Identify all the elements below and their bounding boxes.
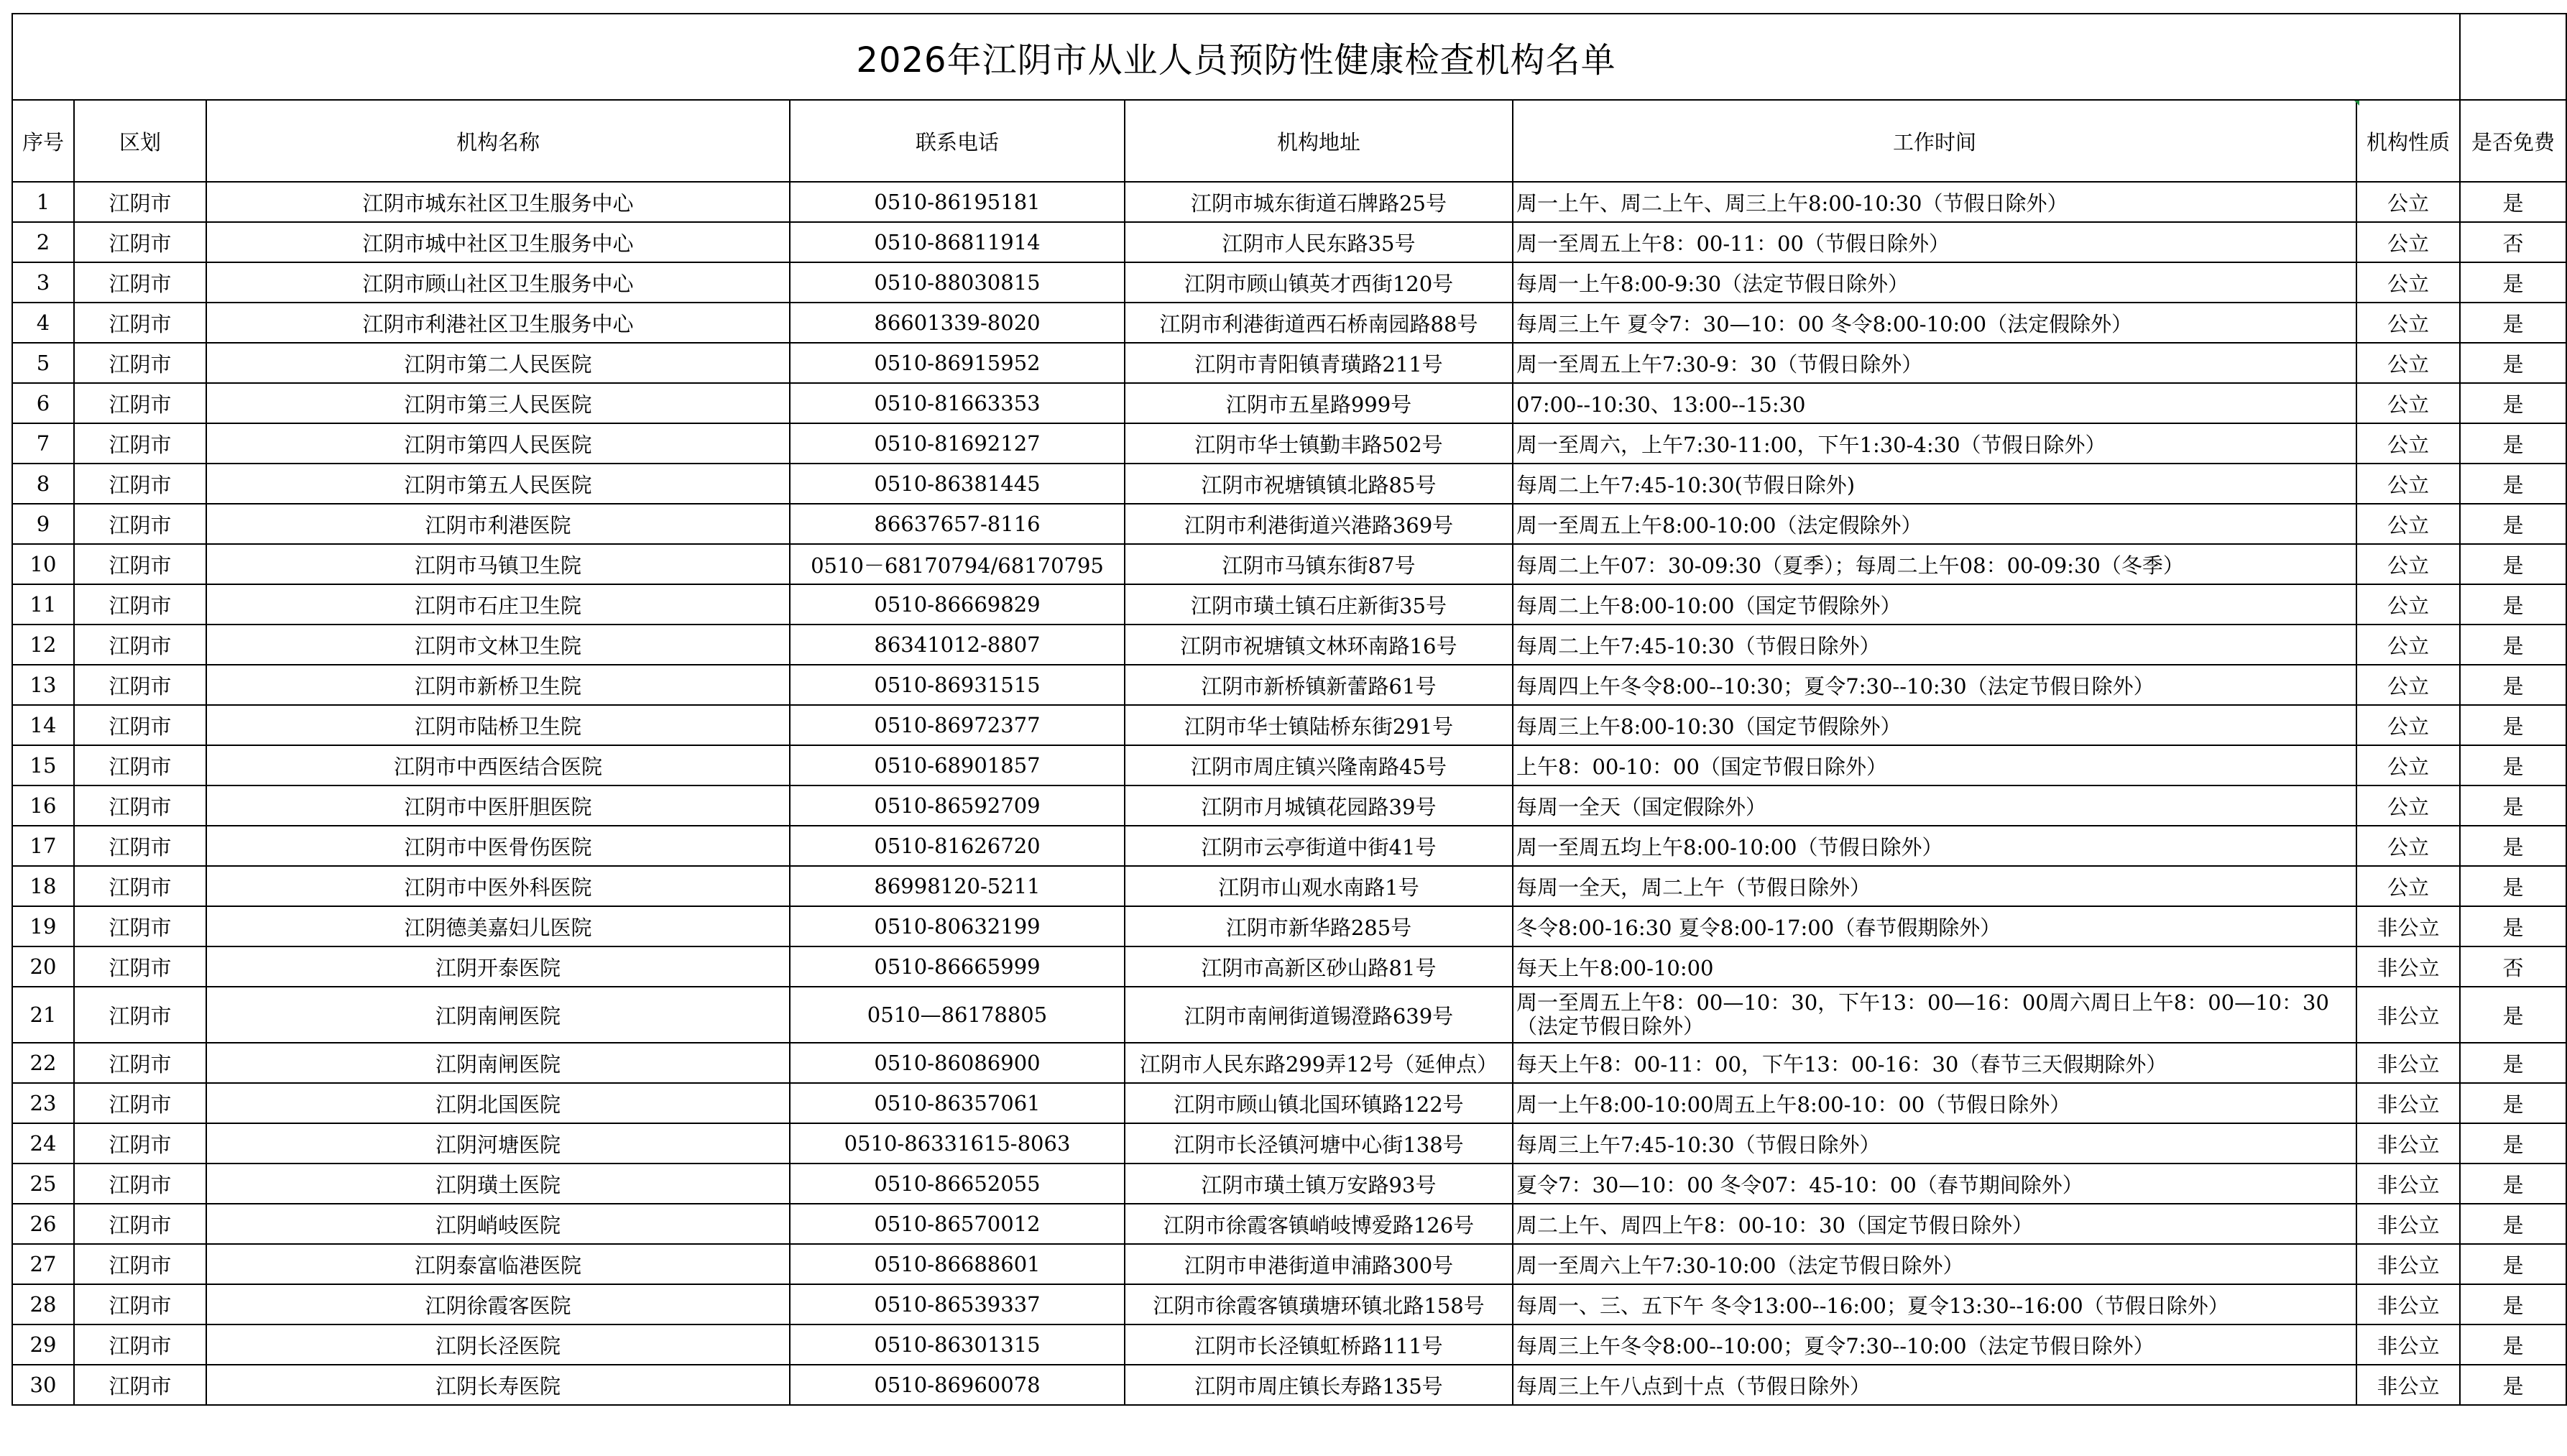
cell-index[interactable]: 27 [12,1244,74,1284]
cell-nature[interactable]: 非公立 [2356,1043,2460,1083]
cell-district[interactable]: 江阴市 [74,987,206,1043]
cell-name[interactable]: 江阴市利港社区卫生服务中心 [206,303,790,343]
cell-nature[interactable]: 非公立 [2356,1204,2460,1244]
cell-address[interactable]: 江阴市华士镇陆桥东街291号 [1125,705,1513,745]
cell-hours[interactable]: 每周四上午冬令8:00--10:30；夏令7:30--10:30（法定节假日除外） [1513,665,2356,705]
cell-free[interactable]: 是 [2460,1164,2566,1204]
cell-phone[interactable]: 0510-86931515 [790,665,1125,705]
cell-district[interactable]: 江阴市 [74,705,206,745]
cell-name[interactable]: 江阴市顾山社区卫生服务中心 [206,262,790,303]
cell-name[interactable]: 江阴市中医外科医院 [206,866,790,906]
cell-address[interactable]: 江阴市五星路999号 [1125,383,1513,423]
cell-hours[interactable]: 每周三上午7:45-10:30（节假日除外） [1513,1123,2356,1164]
table-row [12,946,2566,987]
cell-hours[interactable]: 周一至周六，上午7:30-11:00，下午1:30-4:30（节假日除外） [1513,423,2356,464]
cell-district[interactable]: 江阴市 [74,1043,206,1083]
cell-free[interactable]: 是 [2460,987,2566,1043]
cell-phone[interactable]: 0510-86301315 [790,1324,1125,1365]
page-title: 2026年江阴市从业人员预防性健康检查机构名单 [12,14,2460,100]
header-phone[interactable]: 联系电话 [790,100,1125,182]
cell-district[interactable]: 江阴市 [74,182,206,222]
table-row [12,1164,2566,1204]
cell-free[interactable]: 是 [2460,625,2566,665]
cell-name[interactable]: 江阴开泰医院 [206,946,790,987]
cell-nature[interactable]: 公立 [2356,866,2460,906]
cell-index[interactable]: 4 [12,303,74,343]
cell-phone[interactable]: 0510-86539337 [790,1284,1125,1324]
cell-free[interactable]: 是 [2460,423,2566,464]
cell-district[interactable]: 江阴市 [74,1244,206,1284]
table-row [12,1244,2566,1284]
cell-district[interactable]: 江阴市 [74,504,206,544]
cell-free[interactable]: 是 [2460,1043,2566,1083]
cell-index[interactable]: 14 [12,705,74,745]
cell-hours[interactable] [1513,987,2356,1043]
cell-name[interactable]: 江阴市文林卫生院 [206,625,790,665]
cell-nature[interactable]: 公立 [2356,222,2460,262]
cell-index[interactable]: 15 [12,745,74,785]
cell-nature[interactable]: 公立 [2356,504,2460,544]
cell-nature[interactable]: 公立 [2356,464,2460,504]
cell-index[interactable]: 30 [12,1365,74,1405]
cell-free[interactable]: 是 [2460,182,2566,222]
cell-name[interactable]: 江阴长泾医院 [206,1324,790,1365]
title-row [12,14,2566,100]
cell-district[interactable]: 江阴市 [74,584,206,625]
cell-address[interactable]: 江阴市长泾镇河塘中心街138号 [1125,1123,1513,1164]
cell-free[interactable]: 是 [2460,826,2566,866]
cell-index[interactable]: 24 [12,1123,74,1164]
table-row [12,383,2566,423]
table-row [12,1123,2566,1164]
table-row [12,1284,2566,1324]
cell-free[interactable]: 是 [2460,303,2566,343]
cell-free[interactable]: 是 [2460,1365,2566,1405]
cell-phone[interactable]: 0510-86570012 [790,1204,1125,1244]
header-row [12,100,2566,182]
cell-name[interactable]: 江阴市利港医院 [206,504,790,544]
cell-phone[interactable]: 86601339-8020 [790,303,1125,343]
cell-address[interactable]: 江阴市南闸街道锡澄路639号 [1125,987,1513,1043]
table-row [12,182,2566,222]
cell-address[interactable]: 江阴市人民东路299弄12号（延伸点） [1125,1043,1513,1083]
cell-hours[interactable]: 每周二上午7:45-10:30（节假日除外） [1513,625,2356,665]
cell-address[interactable]: 江阴市周庄镇长寿路135号 [1125,1365,1513,1405]
cell-nature[interactable]: 非公立 [2356,1284,2460,1324]
cell-index[interactable]: 16 [12,785,74,826]
cell-address[interactable]: 江阴市人民东路35号 [1125,222,1513,262]
cell-address[interactable]: 江阴市顾山镇北国环镇路122号 [1125,1083,1513,1123]
table-row [12,1043,2566,1083]
cell-free[interactable]: 否 [2460,222,2566,262]
cell-name[interactable]: 江阴市第四人民医院 [206,423,790,464]
cell-nature[interactable]: 公立 [2356,423,2460,464]
cell-nature[interactable]: 公立 [2356,745,2460,785]
cell-index[interactable]: 6 [12,383,74,423]
cell-hours[interactable]: 周一至周五上午8:00-10:00（法定假除外） [1513,504,2356,544]
cell-hours[interactable]: 上午8：00-10：00（国定节假日除外） [1513,745,2356,785]
spreadsheet-sheet [11,13,2566,1406]
cell-free[interactable]: 是 [2460,1204,2566,1244]
cell-phone[interactable]: 0510—86178805 [790,987,1125,1043]
cell-free[interactable]: 是 [2460,584,2566,625]
cell-address[interactable]: 江阴市顾山镇英才西街120号 [1125,262,1513,303]
cell-phone[interactable]: 0510-86086900 [790,1043,1125,1083]
cell-free[interactable]: 否 [2460,946,2566,987]
cell-district[interactable]: 江阴市 [74,1083,206,1123]
cell-name[interactable]: 江阴市石庄卫生院 [206,584,790,625]
cell-district[interactable]: 江阴市 [74,785,206,826]
cell-hours[interactable]: 每周一全天（国定假除外） [1513,785,2356,826]
cell-hours[interactable]: 周一至周六上午7:30-10:00（法定节假日除外） [1513,1244,2356,1284]
cell-free[interactable]: 是 [2460,504,2566,544]
cell-name[interactable]: 江阴北国医院 [206,1083,790,1123]
cell-nature[interactable]: 公立 [2356,544,2460,584]
header-address[interactable]: 机构地址 [1125,100,1513,182]
cell-phone[interactable]: 0510-81626720 [790,826,1125,866]
table-row [12,504,2566,544]
table-row [12,584,2566,625]
cell-district[interactable]: 江阴市 [74,222,206,262]
cell-address[interactable]: 江阴市祝塘镇文林环南路16号 [1125,625,1513,665]
table-row [12,1365,2566,1405]
cell-address[interactable]: 江阴市青阳镇青璜路211号 [1125,343,1513,383]
cell-hours[interactable]: 每周二上午8:00-10:00（国定节假除外） [1513,584,2356,625]
cell-free[interactable]: 是 [2460,1244,2566,1284]
table-row [12,423,2566,464]
cell-index[interactable]: 20 [12,946,74,987]
cell-nature[interactable]: 公立 [2356,343,2460,383]
cell-index[interactable]: 12 [12,625,74,665]
cell-name[interactable]: 江阴市第二人民医院 [206,343,790,383]
cell-free[interactable]: 是 [2460,464,2566,504]
cell-address[interactable]: 江阴市璜土镇万安路93号 [1125,1164,1513,1204]
cell-index[interactable]: 22 [12,1043,74,1083]
cell-index[interactable]: 11 [12,584,74,625]
cell-district[interactable]: 江阴市 [74,383,206,423]
cell-district[interactable]: 江阴市 [74,745,206,785]
cell-nature[interactable]: 非公立 [2356,1244,2460,1284]
cell-hours[interactable]: 每天上午8：00-11：00，下午13：00-16：30（春节三天假期除外） [1513,1043,2356,1083]
table-row [12,745,2566,785]
cell-free[interactable]: 是 [2460,544,2566,584]
cell-nature[interactable]: 非公立 [2356,906,2460,946]
cell-name[interactable]: 江阴市城中社区卫生服务中心 [206,222,790,262]
cell-name[interactable]: 江阴南闸医院 [206,987,790,1043]
cell-district[interactable]: 江阴市 [74,1324,206,1365]
cell-free[interactable]: 是 [2460,665,2566,705]
cell-name[interactable]: 江阴市马镇卫生院 [206,544,790,584]
cell-name[interactable]: 江阴市第三人民医院 [206,383,790,423]
cell-free[interactable]: 是 [2460,1083,2566,1123]
cell-district[interactable]: 江阴市 [74,343,206,383]
table-row [12,343,2566,383]
cell-address[interactable]: 江阴市城东街道石牌路25号 [1125,182,1513,222]
header-name[interactable]: 机构名称 [206,100,790,182]
cell-address[interactable]: 江阴市云亭街道中街41号 [1125,826,1513,866]
cell-district[interactable]: 江阴市 [74,1123,206,1164]
cell-phone[interactable]: 0510-86665999 [790,946,1125,987]
cell-free[interactable]: 是 [2460,906,2566,946]
cell-index[interactable]: 8 [12,464,74,504]
cell-hours[interactable]: 每周二上午07：30-09:30（夏季）；每周二上午08：00-09:30（冬季） [1513,544,2356,584]
cell-address[interactable]: 江阴市新桥镇新蕾路61号 [1125,665,1513,705]
cell-district[interactable]: 江阴市 [74,303,206,343]
cell-index[interactable]: 9 [12,504,74,544]
cell-index[interactable]: 5 [12,343,74,383]
table-row [12,1083,2566,1123]
cell-nature[interactable]: 公立 [2356,584,2460,625]
cell-name[interactable]: 江阴市新桥卫生院 [206,665,790,705]
cell-nature[interactable]: 公立 [2356,705,2460,745]
cell-index[interactable]: 18 [12,866,74,906]
cell-hours[interactable]: 周一至周五上午8：00-11：00（节假日除外） [1513,222,2356,262]
cell-name[interactable]: 江阴市第五人民医院 [206,464,790,504]
cell-district[interactable]: 江阴市 [74,946,206,987]
table-row [12,1204,2566,1244]
cell-phone[interactable]: 0510-81692127 [790,423,1125,464]
cell-hours[interactable]: 冬令8:00-16:30 夏令8:00-17:00（春节假期除外） [1513,906,2356,946]
cell-address[interactable]: 江阴市高新区砂山路81号 [1125,946,1513,987]
header-hours[interactable]: 工作时间 [1513,100,2356,182]
cell-address[interactable]: 江阴市月城镇花园路39号 [1125,785,1513,826]
cell-phone[interactable]: 0510-86811914 [790,222,1125,262]
table-row [12,866,2566,906]
cell-index[interactable]: 23 [12,1083,74,1123]
cell-phone[interactable]: 86998120-5211 [790,866,1125,906]
cell-phone[interactable]: 0510-68901857 [790,745,1125,785]
cell-name[interactable]: 江阴市城东社区卫生服务中心 [206,182,790,222]
cell-free[interactable]: 是 [2460,1123,2566,1164]
cell-district[interactable]: 江阴市 [74,262,206,303]
cell-phone[interactable]: 0510-81663353 [790,383,1125,423]
cell-index[interactable]: 29 [12,1324,74,1365]
cell-hours[interactable]: 周一上午、周二上午、周三上午8:00-10:30（节假日除外） [1513,182,2356,222]
cell-index[interactable]: 13 [12,665,74,705]
cell-phone[interactable]: 0510-86972377 [790,705,1125,745]
cell-hours[interactable]: 每周二上午7:45-10:30(节假日除外) [1513,464,2356,504]
cell-phone[interactable]: 86341012-8807 [790,625,1125,665]
cell-nature[interactable]: 公立 [2356,383,2460,423]
cell-address[interactable]: 江阴市马镇东街87号 [1125,544,1513,584]
cell-hours[interactable]: 每周一、三、五下午 冬令13:00--16:00；夏令13:30--16:00（节假日除外） [1513,1284,2356,1324]
cell-hours[interactable]: 每周三上午八点到十点（节假日除外） [1513,1365,2356,1405]
cell-address[interactable]: 江阴市长泾镇虹桥路111号 [1125,1324,1513,1365]
cell-hours[interactable]: 每天上午8:00-10:00 [1513,946,2356,987]
cell-phone[interactable]: 0510-80632199 [790,906,1125,946]
cell-address[interactable]: 江阴市华士镇勤丰路502号 [1125,423,1513,464]
cell-phone[interactable]: 0510－68170794/68170795 [790,544,1125,584]
header-district[interactable]: 区划 [74,100,206,182]
cell-hours[interactable]: 每周三上午冬令8:00--10:00；夏令7:30--10:00（法定节假日除外） [1513,1324,2356,1365]
cell-name[interactable]: 江阴河塘医院 [206,1123,790,1164]
cell-district[interactable]: 江阴市 [74,1284,206,1324]
cell-nature[interactable]: 公立 [2356,826,2460,866]
cell-address[interactable]: 江阴市徐霞客镇璜塘环镇北路158号 [1125,1284,1513,1324]
cell-district[interactable]: 江阴市 [74,866,206,906]
cell-name[interactable]: 江阴市中西医结合医院 [206,745,790,785]
cell-index[interactable]: 19 [12,906,74,946]
cell-phone[interactable]: 0510-86915952 [790,343,1125,383]
cell-address[interactable]: 江阴市利港街道兴港路369号 [1125,504,1513,544]
cell-name[interactable]: 江阴徐霞客医院 [206,1284,790,1324]
cell-free[interactable]: 是 [2460,745,2566,785]
table-row [12,1324,2566,1365]
cell-name[interactable]: 江阴长寿医院 [206,1365,790,1405]
cell-phone[interactable]: 0510-86652055 [790,1164,1125,1204]
cell-phone[interactable]: 86637657-8116 [790,504,1125,544]
cell-hours[interactable]: 每周三上午 夏令7：30—10：00 冬令8:00-10:00（法定假除外） [1513,303,2356,343]
institution-table [11,13,2567,1406]
cell-name[interactable]: 江阴泰富临港医院 [206,1244,790,1284]
table-row [12,906,2566,946]
cell-phone[interactable]: 0510-86688601 [790,1244,1125,1284]
cell-address[interactable]: 江阴市周庄镇兴隆南路45号 [1125,745,1513,785]
cell-index[interactable]: 26 [12,1204,74,1244]
cell-phone[interactable]: 0510-86195181 [790,182,1125,222]
cell-address[interactable]: 江阴市徐霞客镇峭岐博爱路126号 [1125,1204,1513,1244]
cell-index[interactable]: 21 [12,987,74,1043]
cell-district[interactable]: 江阴市 [74,665,206,705]
table-row [12,987,2566,1043]
cell-free[interactable]: 是 [2460,1284,2566,1324]
table-row [12,464,2566,504]
cell-index[interactable]: 25 [12,1164,74,1204]
cell-index[interactable]: 10 [12,544,74,584]
table-row [12,826,2566,866]
cell-name[interactable]: 江阴璜土医院 [206,1164,790,1204]
cell-nature[interactable]: 公立 [2356,625,2460,665]
cell-phone[interactable]: 0510-86592709 [790,785,1125,826]
cell-phone[interactable]: 0510-86669829 [790,584,1125,625]
cell-district[interactable]: 江阴市 [74,826,206,866]
cell-index[interactable]: 1 [12,182,74,222]
cell-index[interactable]: 7 [12,423,74,464]
cell-district[interactable]: 江阴市 [74,1365,206,1405]
cell-phone[interactable]: 0510-86331615-8063 [790,1123,1125,1164]
table-row [12,544,2566,584]
cell-nature[interactable]: 非公立 [2356,1365,2460,1405]
cell-district[interactable]: 江阴市 [74,544,206,584]
cell-district[interactable]: 江阴市 [74,1164,206,1204]
cell-hours[interactable]: 每周一上午8:00-9:30（法定节假日除外） [1513,262,2356,303]
cell-nature[interactable]: 公立 [2356,665,2460,705]
cell-hours[interactable]: 每周三上午8:00-10:30（国定节假除外） [1513,705,2356,745]
cell-name[interactable]: 江阴德美嘉妇儿医院 [206,906,790,946]
cell-free[interactable]: 是 [2460,705,2566,745]
cell-address[interactable]: 江阴市山观水南路1号 [1125,866,1513,906]
cell-index[interactable]: 2 [12,222,74,262]
cell-address[interactable]: 江阴市利港街道西石桥南园路88号 [1125,303,1513,343]
header-index[interactable]: 序号 [12,100,74,182]
cell-index[interactable]: 3 [12,262,74,303]
header-nature[interactable]: 机构性质 [2356,100,2460,182]
cell-free[interactable]: 是 [2460,1324,2566,1365]
comment-indicator-icon [2354,101,2359,106]
cell-nature[interactable]: 公立 [2356,262,2460,303]
cell-name[interactable]: 江阴南闸医院 [206,1043,790,1083]
cell-address[interactable]: 江阴市璜土镇石庄新街35号 [1125,584,1513,625]
cell-phone[interactable]: 0510-86357061 [790,1083,1125,1123]
cell-district[interactable]: 江阴市 [74,423,206,464]
cell-hours[interactable]: 07:00--10:30、13:00--15:30 [1513,383,2356,423]
cell-address[interactable]: 江阴市祝塘镇镇北路85号 [1125,464,1513,504]
cell-name[interactable]: 江阴峭岐医院 [206,1204,790,1244]
cell-name[interactable]: 江阴市中医肝胆医院 [206,785,790,826]
cell-free[interactable]: 是 [2460,262,2566,303]
cell-nature[interactable]: 非公立 [2356,1123,2460,1164]
cell-nature[interactable]: 公立 [2356,182,2460,222]
cell-free[interactable]: 是 [2460,866,2566,906]
cell-nature[interactable]: 公立 [2356,303,2460,343]
title-side-cell [2460,14,2566,100]
cell-nature[interactable]: 非公立 [2356,987,2460,1043]
cell-hours[interactable]: 周一至周五上午7:30-9：30（节假日除外） [1513,343,2356,383]
table-row [12,222,2566,262]
cell-address[interactable]: 江阴市申港街道申浦路300号 [1125,1244,1513,1284]
table-row [12,785,2566,826]
cell-hours[interactable]: 夏令7：30—10：00 冬令07：45-10：00（春节期间除外） [1513,1164,2356,1204]
cell-hours[interactable]: 每周一全天，周二上午（节假日除外） [1513,866,2356,906]
cell-free[interactable]: 是 [2460,785,2566,826]
cell-hours[interactable]: 周二上午、周四上午8：00-10：30（国定节假日除外） [1513,1204,2356,1244]
cell-hours[interactable]: 周一至周五均上午8:00-10:00（节假日除外） [1513,826,2356,866]
cell-free[interactable]: 是 [2460,383,2566,423]
header-free[interactable]: 是否免费 [2460,100,2566,182]
table-row [12,665,2566,705]
cell-nature[interactable]: 非公立 [2356,1164,2460,1204]
cell-hours[interactable]: 周一上午8:00-10:00周五上午8:00-10：00（节假日除外） [1513,1083,2356,1123]
cell-district[interactable]: 江阴市 [74,906,206,946]
cell-name[interactable]: 江阴市陆桥卫生院 [206,705,790,745]
cell-index[interactable]: 28 [12,1284,74,1324]
cell-phone[interactable]: 0510-88030815 [790,262,1125,303]
cell-nature[interactable]: 非公立 [2356,1083,2460,1123]
cell-hours-text: 周一至周五上午8：00—10：30，下午13：00—16：00周六周日上午8：00—10：30（法定节假日除外） [1516,990,2329,1038]
table-row [12,303,2566,343]
cell-index[interactable]: 17 [12,826,74,866]
cell-district[interactable]: 江阴市 [74,625,206,665]
table-row [12,705,2566,745]
table-body [12,182,2566,1405]
cell-address[interactable]: 江阴市新华路285号 [1125,906,1513,946]
cell-name[interactable]: 江阴市中医骨伤医院 [206,826,790,866]
cell-phone[interactable]: 0510-86960078 [790,1365,1125,1405]
cell-district[interactable]: 江阴市 [74,464,206,504]
cell-phone[interactable]: 0510-86381445 [790,464,1125,504]
table-row [12,625,2566,665]
table-row [12,262,2566,303]
cell-nature[interactable]: 非公立 [2356,946,2460,987]
cell-nature[interactable]: 公立 [2356,785,2460,826]
cell-free[interactable]: 是 [2460,343,2566,383]
cell-nature[interactable]: 非公立 [2356,1324,2460,1365]
cell-district[interactable]: 江阴市 [74,1204,206,1244]
